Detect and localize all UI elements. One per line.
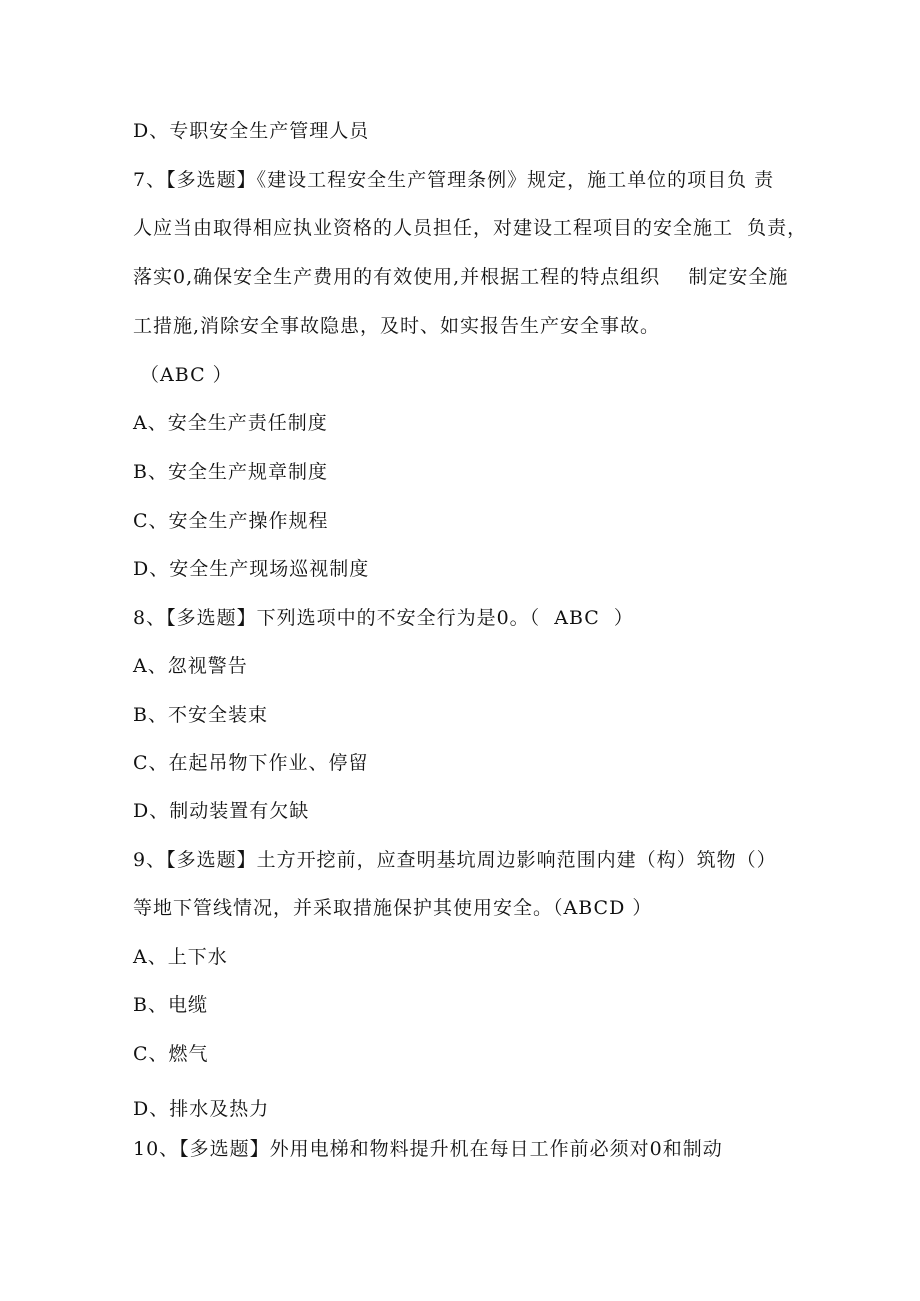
question-10-line-1: 10、【多选题】外用电梯和物料提升机在每日工作前必须对0和制动 bbox=[133, 1138, 723, 1160]
option-d-q8: D、制动装置有欠缺 bbox=[133, 800, 310, 822]
question-7-line-2: 人应当由取得相应执业资格的人员担任，对建设工程项目的安全施工 负责， bbox=[133, 217, 808, 239]
question-9-line-1: 9、【多选题】土方开挖前，应查明基坑周边影响范围内建（构）筑物（） bbox=[133, 849, 777, 871]
option-c-q8: C、在起吊物下作业、停留 bbox=[133, 752, 369, 774]
option-b-q8: B、不安全装束 bbox=[133, 704, 268, 726]
question-8: 8、【多选题】下列选项中的不安全行为是0。（ ABC ） bbox=[133, 607, 634, 629]
option-d-q7: D、安全生产现场巡视制度 bbox=[133, 558, 370, 580]
option-b-q9: B、电缆 bbox=[133, 994, 208, 1016]
option-a-q9: A、上下水 bbox=[133, 946, 228, 968]
question-7-answer: （ABC ） bbox=[133, 364, 233, 386]
option-c-q9: C、燃气 bbox=[133, 1043, 209, 1065]
option-a-q7: A、安全生产责任制度 bbox=[133, 412, 328, 434]
option-c-q7: C、安全生产操作规程 bbox=[133, 510, 329, 532]
option-a-q8: A、忽视警告 bbox=[133, 655, 248, 677]
option-b-q7: B、安全生产规章制度 bbox=[133, 461, 328, 483]
option-d-q9: D、排水及热力 bbox=[133, 1098, 270, 1120]
question-7-line-4: 工措施,消除安全事故隐患，及时、如实报告生产安全事故。 bbox=[133, 315, 661, 337]
question-9-line-2: 等地下管线情况，并采取措施保护其使用安全。（ABCD ） bbox=[133, 897, 653, 919]
question-7-line-1: 7、【多选题】《建设工程安全生产管理条例》规定，施工单位的项目负 责 bbox=[133, 169, 775, 191]
question-7-line-3: 落实0,确保安全生产费用的有效使用,并根据工程的特点组织 制定安全施 bbox=[133, 266, 789, 288]
option-d-q6: D、专职安全生产管理人员 bbox=[133, 120, 370, 142]
